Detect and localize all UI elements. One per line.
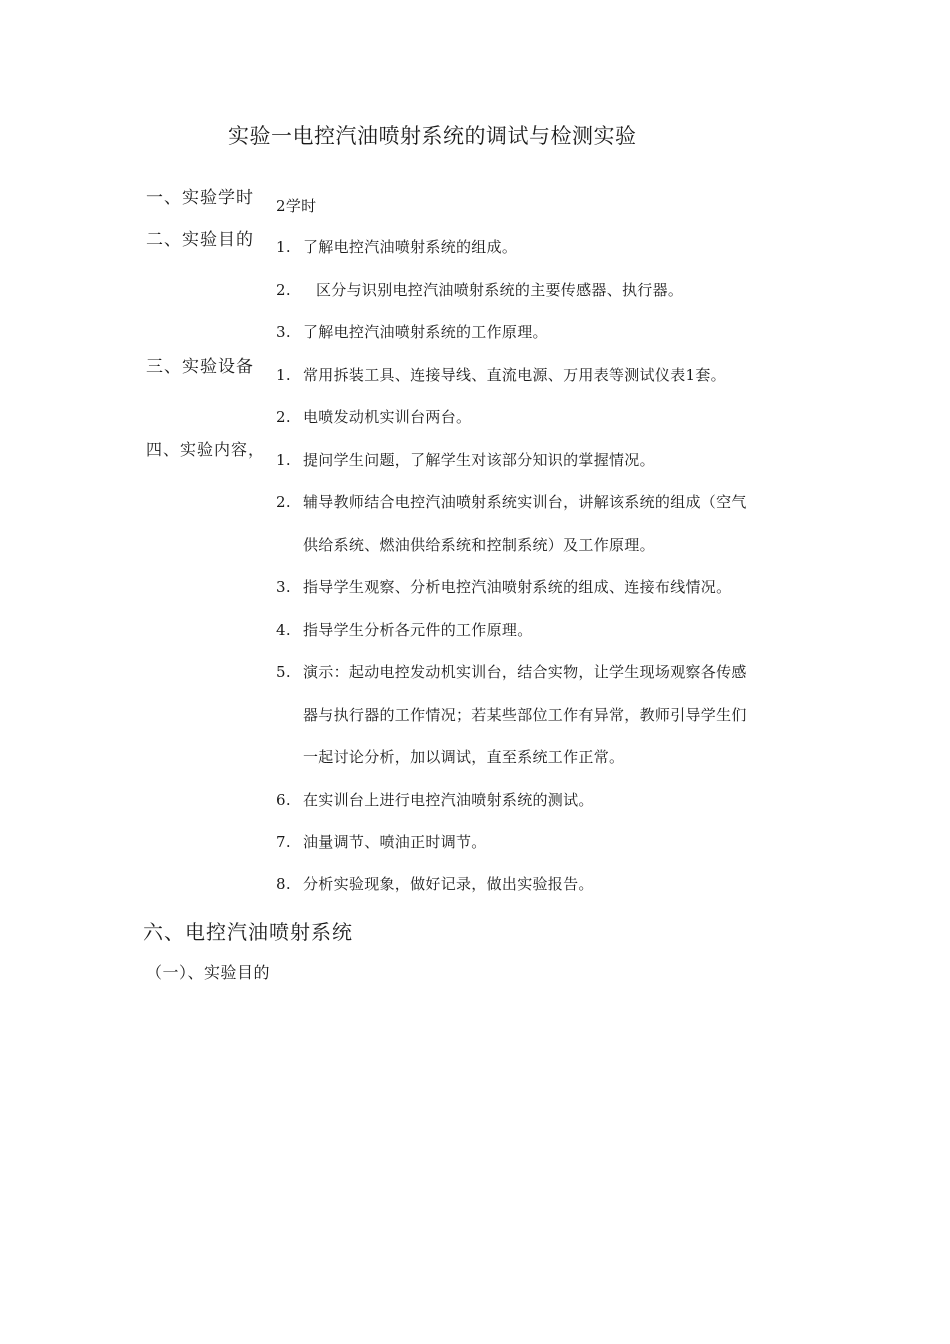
list-text-continuation: 一起讨论分析，加以调试，直至系统工作正常。 [303,748,625,766]
content-item [276,491,747,512]
section-equipment-label: 三、实验设备 [146,357,254,377]
content-item [276,449,655,470]
list-number: 4. [276,621,291,639]
list-text: 指导学生分析各元件的工作原理。 [303,621,533,639]
list-text: 提问学生问题，了解学生对该部分知识的掌握情况。 [303,451,655,469]
content-item [276,789,594,810]
list-text: 了解电控汽油喷射系统的工作原理。 [303,323,548,341]
list-number: 7. [276,833,291,851]
list-number: 3. [276,578,291,596]
content-item [276,873,594,894]
content-item [276,831,487,852]
list-number: 1. [276,238,291,256]
equipment-item [276,364,726,385]
purpose-item [276,321,548,342]
list-number: 1. [276,366,291,384]
content-item [276,576,731,597]
section-purpose-label: 二、实验目的 [146,230,254,250]
list-number: 2. [276,493,291,511]
list-text: 分析实验现象，做好记录，做出实验报告。 [303,875,594,893]
purpose-item [276,279,683,300]
content-item [276,619,533,640]
section-content-label: 四、实验内容， [146,440,266,459]
list-number: 2. [276,281,291,299]
list-text-continuation: 器与执行器的工作情况；若某些部位工作有异常，教师引导学生们 [303,706,747,724]
list-number: 2. [276,408,291,426]
section-hours-label: 一、实验学时 [146,188,254,208]
list-text: 指导学生观察、分析电控汽油喷射系统的组成、连接布线情况。 [303,578,732,596]
section-hours-value: 2学时 [276,197,317,215]
list-text: 电喷发动机实训台两台。 [303,408,472,426]
list-number: 1. [276,451,291,469]
list-text: 油量调节、喷油正时调节。 [303,833,487,851]
list-text: 演示：起动电控发动机实训台，结合实物，让学生现场观察各传感 [303,663,747,681]
section-6-subheading: （一）、实验目的 [146,963,271,982]
document-title: 实验一电控汽油喷射系统的调试与检测实验 [228,124,637,148]
list-text: 了解电控汽油喷射系统的组成。 [303,238,518,256]
list-number: 5. [276,663,291,681]
purpose-item [276,236,517,257]
list-number: 3. [276,323,291,341]
list-text-continuation: 供给系统、燃油供给系统和控制系统）及工作原理。 [303,536,655,554]
list-text: 辅导教师结合电控汽油喷射系统实训台，讲解该系统的组成（空气 [303,493,747,511]
list-number: 6. [276,791,291,809]
content-item [276,661,747,682]
list-number: 8. [276,875,291,893]
equipment-item [276,406,471,427]
section-6-heading: 六、电控汽油喷射系统 [143,920,353,944]
list-text: 常用拆装工具、连接导线、直流电源、万用表等测试仪表1套。 [303,366,726,384]
list-text: 区分与识别电控汽油喷射系统的主要传感器、执行器。 [316,281,684,299]
list-text: 在实训台上进行电控汽油喷射系统的测试。 [303,791,594,809]
